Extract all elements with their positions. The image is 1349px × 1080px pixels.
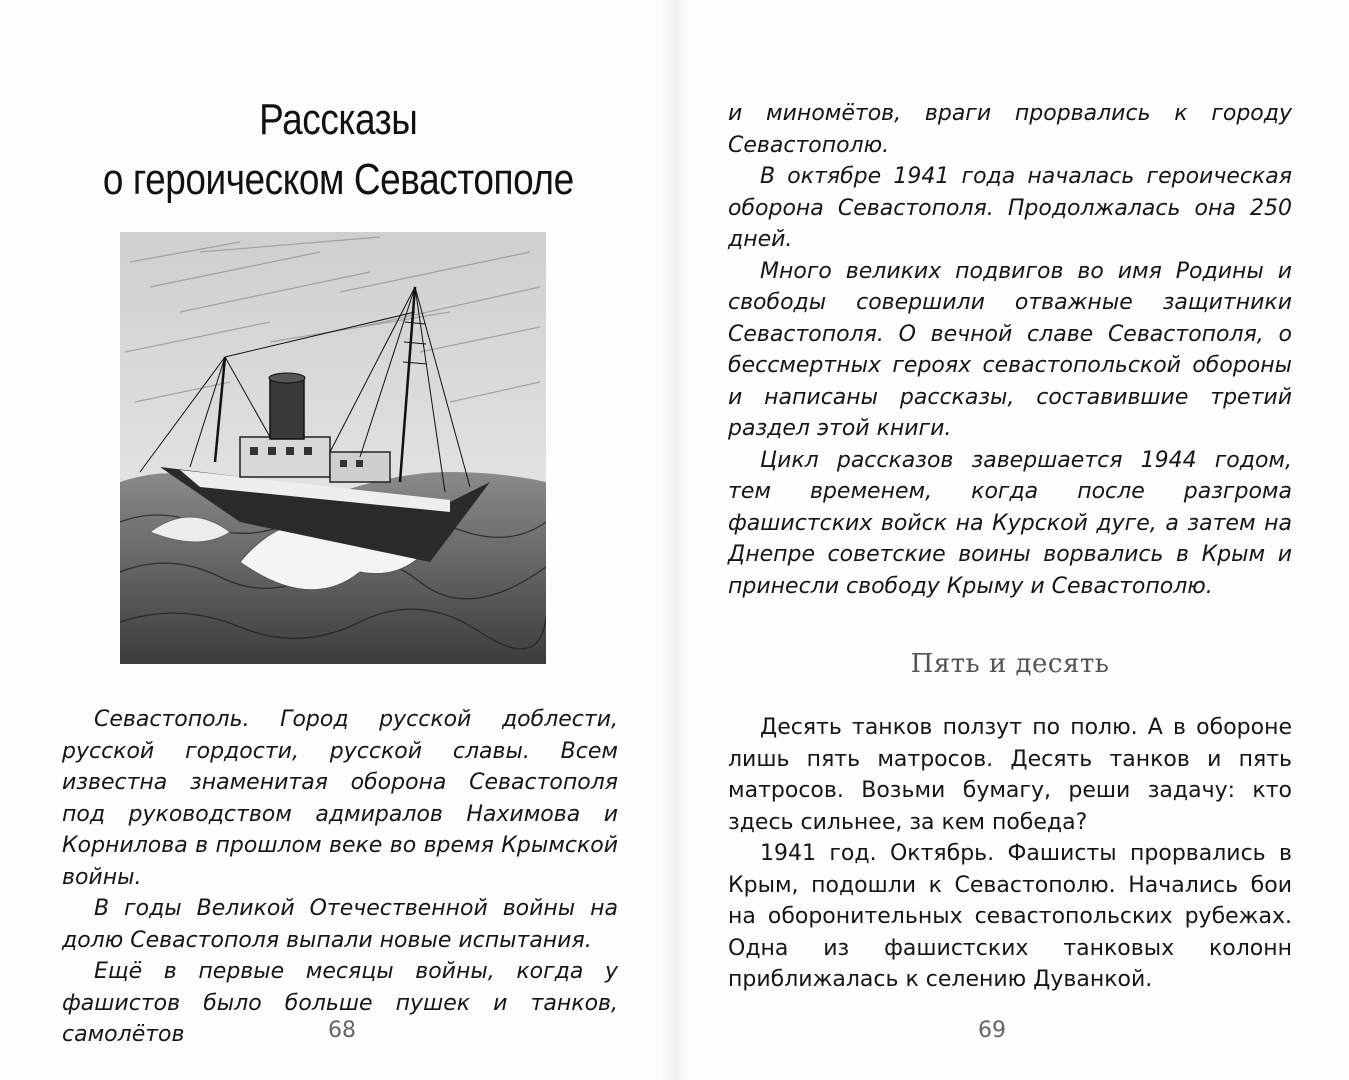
right-page-intro-text bbox=[728, 98, 1292, 602]
section-title-line1: Рассказы bbox=[259, 95, 418, 144]
paragraph: Много великих подвигов во имя Родины и свободы совершили отважные защитники Севастополя. О вечной славе Севастополя, о бессмертных героях севастопольской обороны и написаны рассказы, составившие третий раздел этой книги. bbox=[728, 258, 1292, 441]
paragraph: и миномётов, враги прорвались к городу Севастополю. bbox=[728, 101, 1292, 158]
paragraph: Десять танков ползут по полю. А в обороне лишь пять матросов. Десять танков и пять матросов. Возьми бумагу, реши задачу: кто здесь сильнее, за кем победа? bbox=[728, 715, 1292, 835]
paragraph: Севастополь. Город русской доблести, русской гордости, русской славы. Всем известна знаменитая оборона Севастополя под руководством адмиралов Нахимова и Корнилова в прошлом веке во время Крымской войны. bbox=[62, 707, 618, 890]
paragraph: Цикл рассказов завершается 1944 годом, тем временем, когда после разгрома фашистских войск на Курской дуге, а затем на Днепре советские воины ворвались в Крым и принесли свободу Крыму и Севастополю. bbox=[728, 447, 1292, 599]
story-title: Пять и десять bbox=[910, 649, 1110, 679]
ship-in-storm-illustration bbox=[120, 232, 546, 664]
left-page-text bbox=[62, 704, 618, 1051]
section-title-line2: о героическом Севастополе bbox=[102, 155, 574, 204]
paragraph: В годы Великой Отечественной войны на долю Севастополя выпали новые испытания. bbox=[62, 896, 618, 953]
page-number-right: 69 bbox=[978, 1018, 1006, 1043]
paragraph: Ещё в первые месяцы войны, когда у фашистов было больше пушек и танков, самолётов bbox=[62, 959, 618, 1047]
paragraph: 1941 год. Октябрь. Фашисты прорвались в Крым, подошли к Севастополю. Начались бои на оборонительных севастопольских рубежах. Одна из фашистских танковых колонн приближалась к селению Дуванкой. bbox=[728, 841, 1292, 992]
section-title bbox=[55, 90, 621, 210]
page-number-left: 68 bbox=[328, 1018, 356, 1043]
story-text bbox=[728, 712, 1292, 996]
paragraph: В октябре 1941 года началась героическая оборона Севастополя. Продолжалась она 250 дней. bbox=[728, 164, 1292, 252]
